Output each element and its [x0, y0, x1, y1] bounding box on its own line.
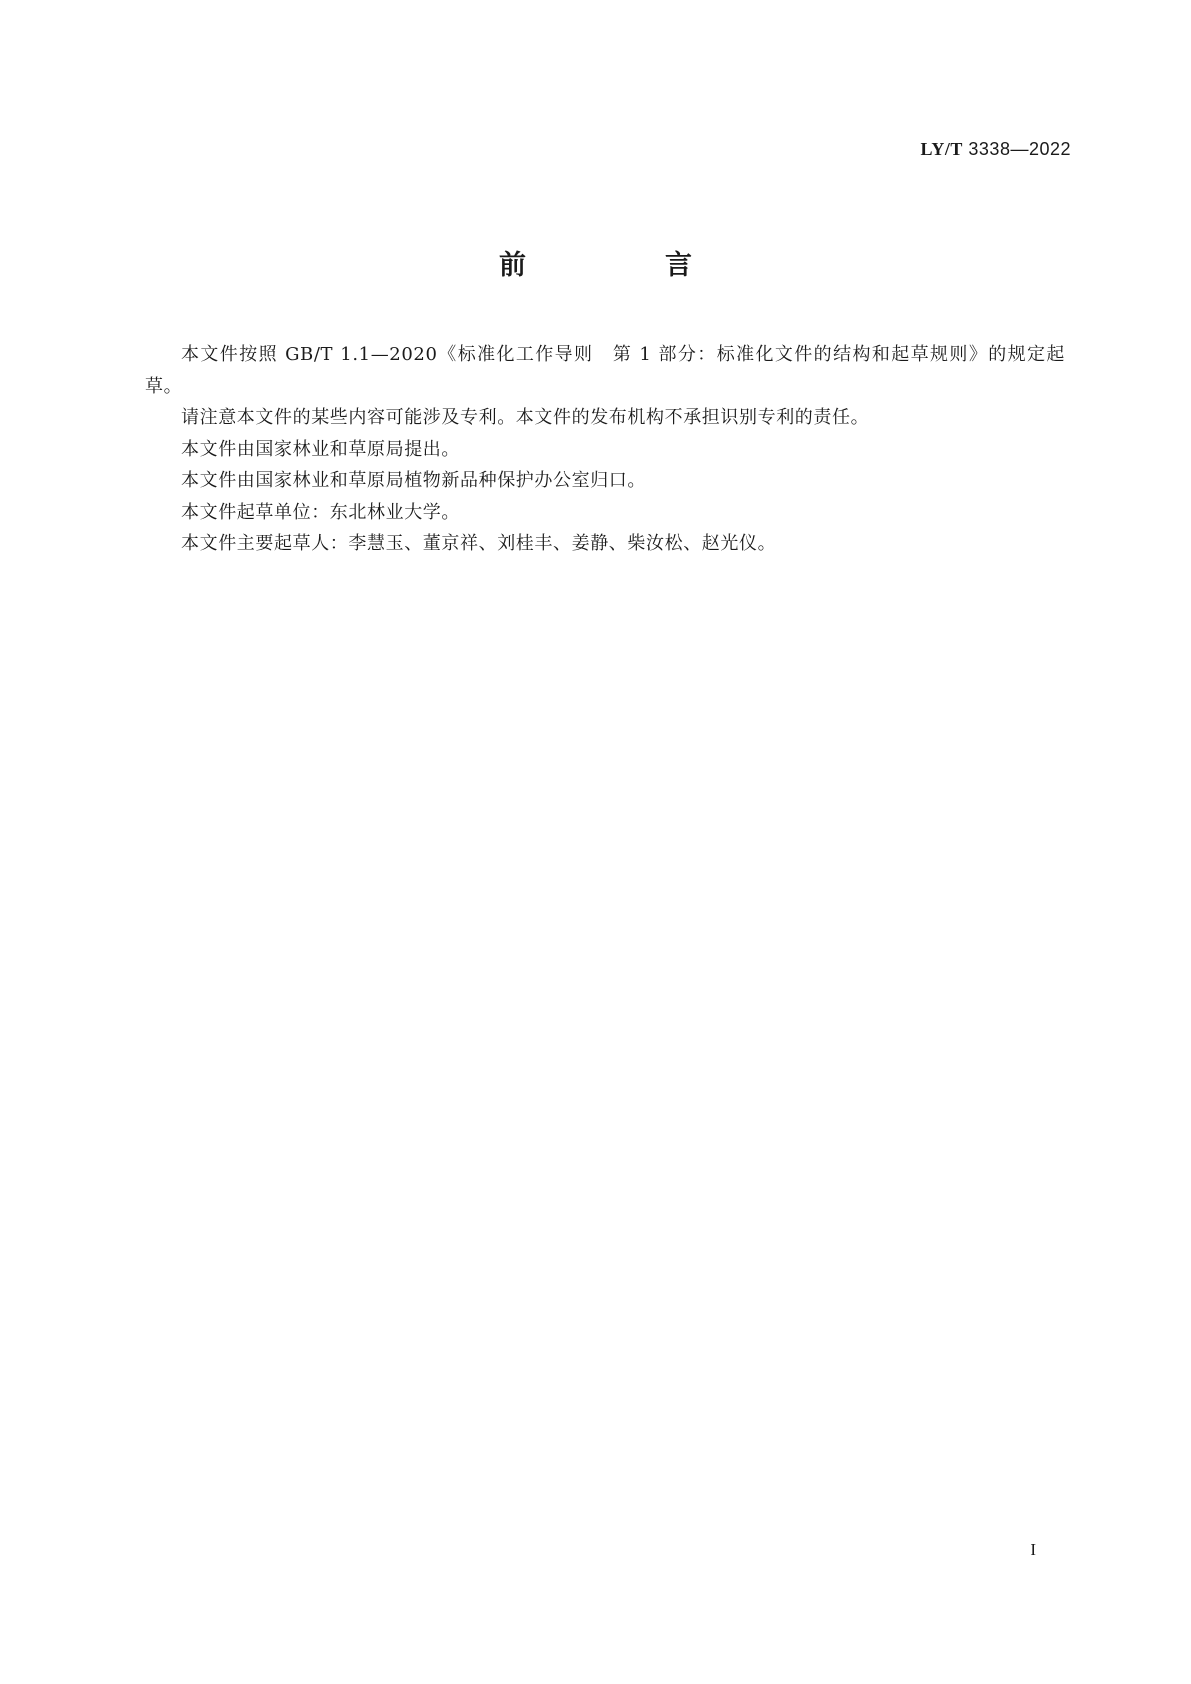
paragraph-patent-notice: 请注意本文件的某些内容可能涉及专利。本文件的发布机构不承担识别专利的责任。 — [181, 407, 870, 428]
page-number: I — [1030, 1540, 1036, 1559]
paragraph-administrator: 本文件由国家林业和草原局植物新品种保护办公室归口。 — [181, 470, 646, 491]
standard-prefix: LY/T — [920, 139, 963, 159]
standard-number: 3338—2022 — [968, 139, 1071, 159]
paragraph-drafters: 本文件主要起草人：李慧玉、董京祥、刘桂丰、姜静、柴汝松、赵光仪。 — [181, 533, 777, 554]
paragraph-proposer: 本文件由国家林业和草原局提出。 — [181, 438, 460, 460]
paragraph-drafting-unit: 本文件起草单位：东北林业大学。 — [181, 501, 460, 523]
foreword-body — [145, 339, 1065, 560]
standard-code — [921, 139, 1071, 160]
paragraph-drafting-rules: 本文件按照 GB/T 1.1—2020《标准化工作导则 第 1 部分：标准化文件的结构和起草规则》的规定起草。 — [145, 344, 1065, 397]
page-title: 前 言 — [499, 250, 748, 281]
